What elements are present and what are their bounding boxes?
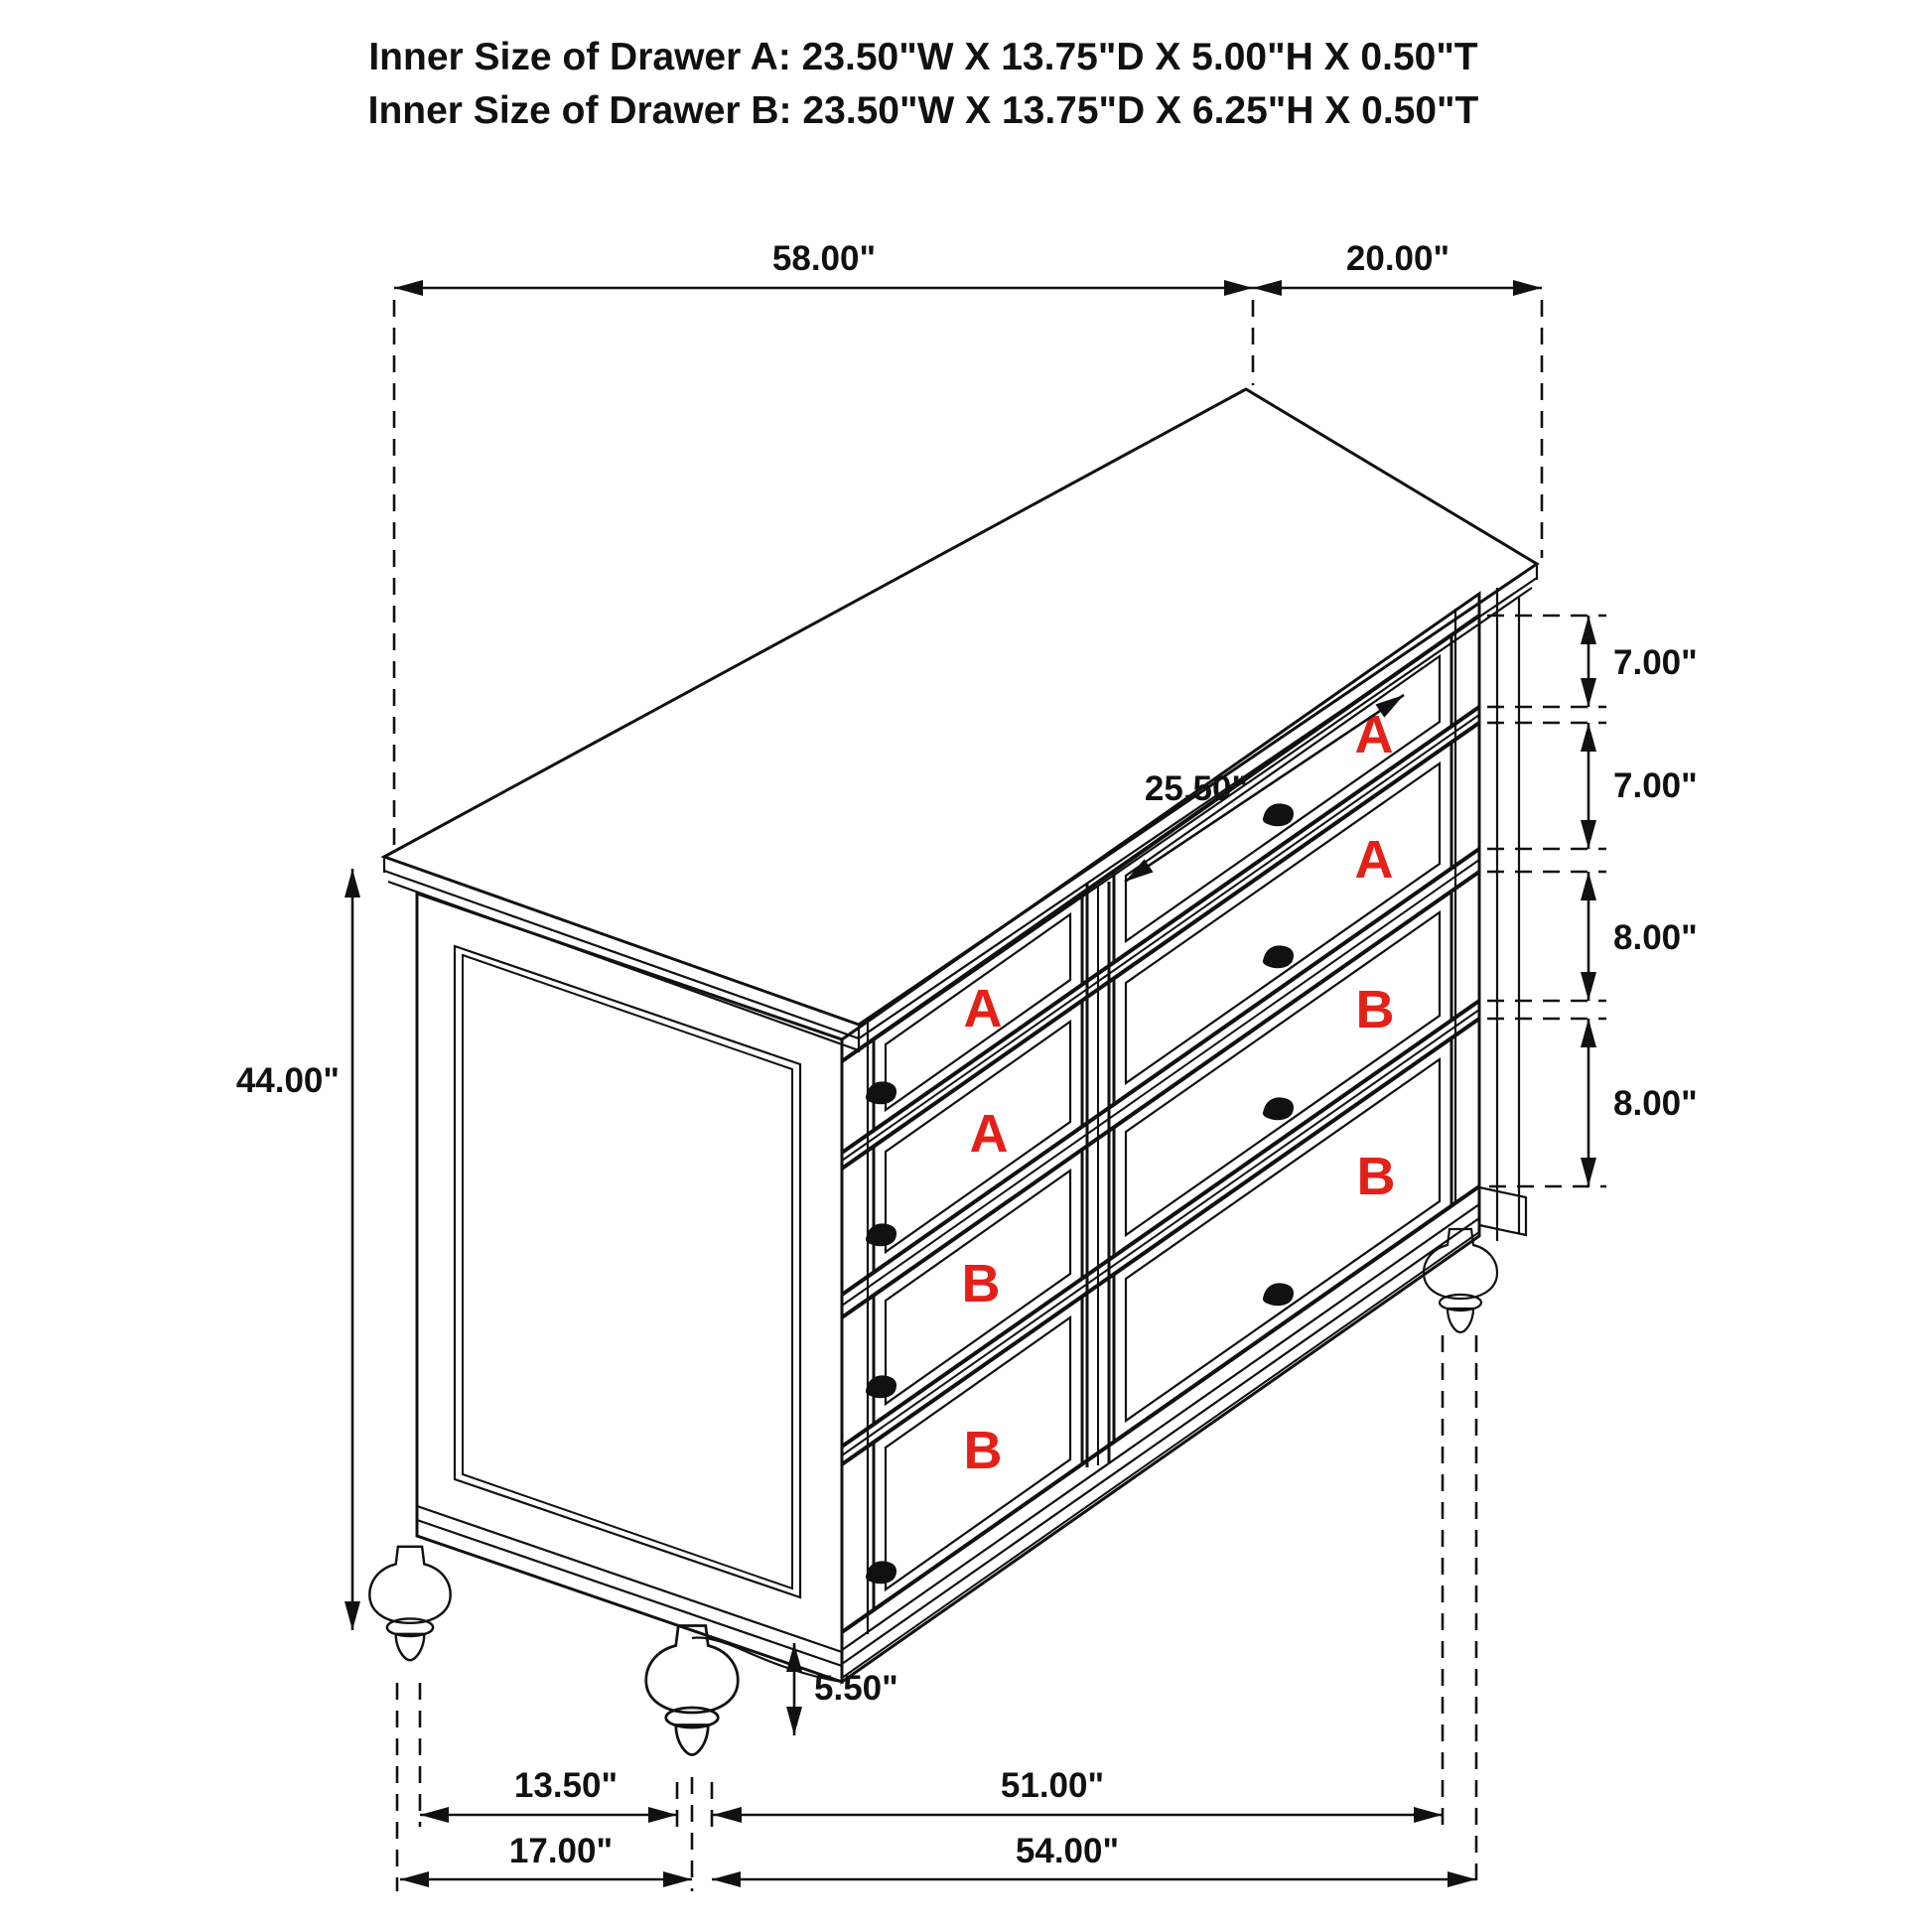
drawer-label-left-4: B [963, 1421, 1003, 1480]
dresser-drawing [369, 389, 1537, 1755]
dim-top-width-label: 58.00" [771, 239, 877, 278]
dim-row3-label: 8.00" [1613, 918, 1698, 957]
dimension-top-depth [1253, 239, 1542, 288]
handle-icon [866, 1082, 896, 1104]
dim-leg-inner-side-label: 13.50" [513, 1766, 619, 1805]
drawer-label-right-1: A [1354, 705, 1394, 764]
dimension-apron-height [794, 1643, 898, 1735]
drawer-label-left-3: B [961, 1254, 1001, 1313]
header [368, 36, 1479, 132]
dim-leg-outer-side-label: 17.00" [508, 1832, 614, 1870]
dimension-overall-height [236, 869, 352, 1630]
drawer-label-right-2: A [1354, 830, 1394, 890]
handle-icon [1263, 1284, 1293, 1306]
dim-top-depth-label: 20.00" [1345, 239, 1450, 278]
handle-icon [1263, 1098, 1293, 1120]
dim-height-label: 44.00" [235, 1061, 340, 1100]
handle-icon [1263, 804, 1293, 826]
handle-icon [866, 1376, 896, 1398]
dim-leg-inner-front-label: 51.00" [1000, 1766, 1105, 1805]
drawer-label-left-1: A [963, 979, 1003, 1038]
dim-row1-label: 7.00" [1613, 643, 1698, 682]
handle-icon [866, 1562, 896, 1584]
dresser-front-face [692, 588, 1526, 1682]
dresser-legs [369, 1229, 1497, 1755]
dim-leg-outer-front-label: 54.00" [1015, 1832, 1120, 1870]
dim-row4-label: 8.00" [1613, 1084, 1698, 1123]
handle-icon [866, 1224, 896, 1246]
drawer-label-right-3: B [1355, 980, 1395, 1039]
header-line-1: Inner Size of Drawer A: 23.50"W X 13.75"D X 5.00"H X 0.50"T [368, 36, 1478, 78]
dimension-bottom-spacings [397, 1335, 1476, 1891]
leg-front-left [646, 1626, 739, 1755]
dresser-left-side-panel [417, 894, 842, 1682]
handle-icon [1263, 946, 1293, 968]
drawer-label-left-2: A [969, 1104, 1009, 1164]
leg-back-left [369, 1547, 450, 1660]
drawer-label-right-4: B [1356, 1147, 1396, 1206]
dim-row2-label: 7.00" [1613, 766, 1698, 805]
dim-apron-label: 5.50" [814, 1669, 898, 1708]
header-line-2: Inner Size of Drawer B: 23.50"W X 13.75"D X 6.25"H X 0.50"T [367, 89, 1479, 132]
dim-drawer-width-label: 25.50" [1144, 769, 1249, 808]
